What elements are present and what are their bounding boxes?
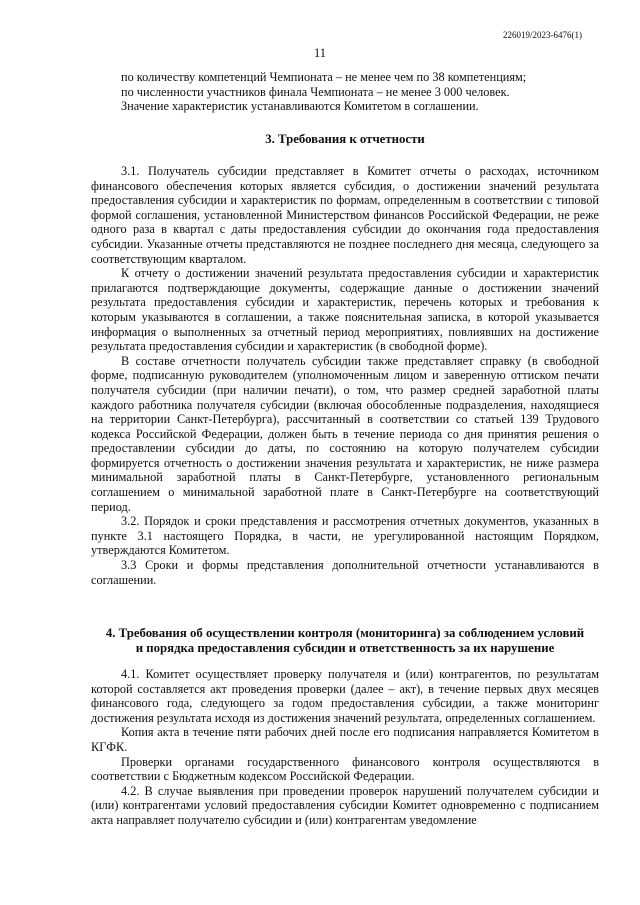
section-4: [91, 626, 599, 656]
section-4-body: [91, 667, 599, 828]
section-4-heading-line-1: 4. Требования об осуществлении контроля (мониторинга) за соблюдением условий: [105, 626, 585, 640]
intro-line: по численности участников финала Чемпионата – не менее 3 000 человек.: [121, 84, 510, 99]
page-number: 11: [313, 46, 327, 60]
paragraph: Проверки органами государственного финансового контроля осуществляются в соответствии с Бюджетным кодексом Российской Федерации.: [91, 754, 599, 784]
paragraph: 4.1. Комитет осуществляет проверку получателя и (или) контрагентов, по результатам которой составляется акт проведения проверки (далее – акт), в течение первых двух месяцев финансового года, следующего за годом предоставления субсидии, а также мониторинг достижения результата исходя из достижения значений результата, определенных соглашением.: [91, 667, 599, 725]
paragraph: 4.2. В случае выявления при проведении проверок нарушений получателем субсидии и (или) контрагентами условий предоставления субсидии Комитет одновременно с подписанием акта направляет получателю субсидии и (или) контрагентам уведомление: [91, 783, 599, 827]
intro-line: по количеству компетенций Чемпионата – не менее чем по 38 компетенциям;: [121, 70, 527, 84]
paragraph: 3.1. Получатель субсидии представляет в Комитет отчеты о расходах, источником финансового обеспечения которых является субсидия, о достижении значений результата предоставления субсидии и характеристик по формам, определенным в соответствии с типовой формой соглашения, установленной Министерством финансов Российской Федерации, не реже одного раза в квартал с даты предоставления субсидии до окончания года предоставления субсидии. Указанные отчеты представляются не позднее последнего дня месяца, следующего за соответствующим кварталом.: [91, 164, 599, 266]
paragraph: 3.3 Сроки и формы представления дополнительной отчетности устанавливаются в соглашении.: [91, 558, 599, 587]
intro-block: [91, 70, 599, 114]
intro-line: Значение характеристик устанавливаются Комитетом в соглашении.: [121, 99, 479, 114]
section-3-body: [91, 164, 599, 587]
paragraph: В составе отчетности получатель субсидии также представляет справку (в свободной форме, подписанную руководителем (уполномоченным лицом и заверенную оттиском печати получателя субсидии (при наличии печати), о том, что размер средней заработной платы каждого работника получателя субсидии (включая обособленные подразделения, находящиеся на территории Санкт-Петербурга), рассчитанный в соответствии со статьей 139 Трудового кодекса Российской Федерации, должен быть в течение периода со дня принятия решения о предоставлении субсидии до даты, по состоянию на которую получателем субсидии формируется отчетность о достижении значения результата и характеристик, не ниже размера минимальной заработной платы в Санкт-Петербурге, установленного региональным соглашением о минимальной заработной плате в Санкт-Петербурге на соответствующий период.: [91, 353, 599, 514]
paragraph: Копия акта в течение пяти рабочих дней после его подписания направляется Комитетом в КГФК.: [91, 725, 599, 754]
paragraph: К отчету о достижении значений результата предоставления субсидии и характеристик прилагаются подтверждающие документы, содержащие данные о достижении значений результата предоставления субсидии и характеристик, перечень которых и требования к которым указываются в соглашении, а также пояснительная записка, в которой указывается информация о выполненных за отчетный период мероприятиях, повлиявших на достижение результата предоставления субсидии и характеристик (в свободной форме).: [91, 266, 599, 354]
paragraph: 3.2. Порядок и сроки представления и рассмотрения отчетных документов, указанных в пункте 3.1 настоящего Порядка, в части, не урегулированной настоящим Порядком, утверждаются Комитетом.: [91, 514, 599, 558]
section-3: [91, 132, 599, 147]
document-registration-number: 226019/2023-6476(1): [503, 30, 582, 40]
section-3-heading: 3. Требования к отчетности: [265, 132, 425, 146]
section-4-heading-line-2: и порядка предоставления субсидии и ответственность за их нарушение: [135, 640, 555, 655]
